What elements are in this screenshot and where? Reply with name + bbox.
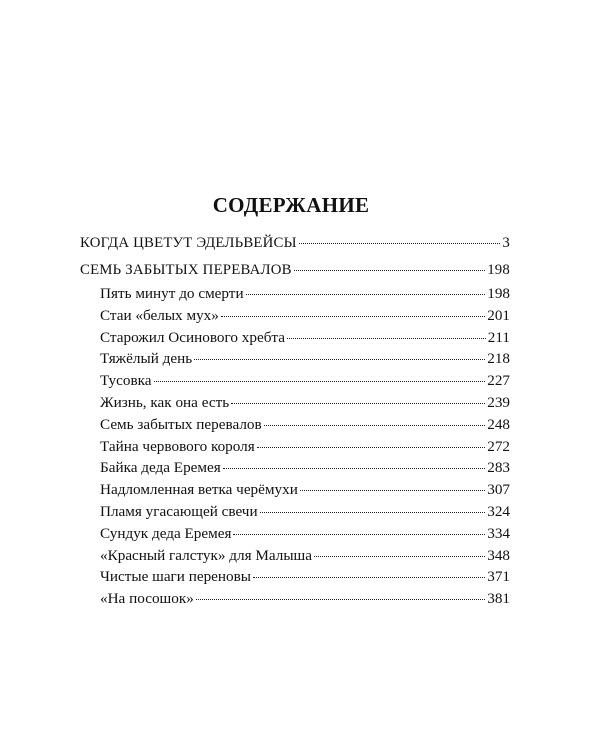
dot-leader [314,555,485,557]
toc-page-number: 381 [487,590,510,608]
toc-page-number: 198 [487,285,510,302]
toc-chapter [80,523,510,545]
toc-entry-label: Старожил Осинового хребта [100,328,285,346]
toc-chapter [80,436,510,458]
toc-chapter [80,327,510,349]
toc-page-number: 307 [487,481,510,499]
dot-leader [233,533,485,535]
toc-section-passes [80,257,510,284]
toc-entry-label: Тусовка [100,372,152,390]
dot-leader [299,242,501,244]
toc-entry-label: Чистые шаги переновы [100,568,252,586]
toc-entry-label: «На посошок» [100,590,194,608]
toc-entry-label: Надломленная ветка черёмухи [100,481,298,499]
toc-entry-label: Сундук деда Еремея [100,524,232,542]
toc-page-number: 324 [487,502,510,520]
toc-entry-label: «Красный галстук» для Малыша [100,546,312,564]
toc-chapter [80,588,510,610]
dot-leader [260,511,486,513]
dot-leader [253,576,485,578]
toc-page-number: 248 [487,415,510,433]
toc-entry-label: КОГДА ЦВЕТУТ ЭДЕЛЬВЕЙСЫ [80,235,297,251]
toc-entry-label: Пламя угасающей свечи [100,502,258,520]
toc-page-number: 3 [502,235,510,251]
dot-leader [194,358,485,360]
toc-page-number: 201 [487,306,510,324]
toc-chapter [80,370,510,392]
toc-chapter [80,501,510,523]
toc-section-edelweiss [80,230,510,257]
toc-chapter [80,566,510,588]
toc-entry-label: Пять минут до смерти [100,285,244,302]
toc-chapter [80,348,510,370]
toc-page-number: 371 [487,568,510,586]
dot-leader [196,598,485,600]
dot-leader [300,489,485,491]
dot-leader [154,380,486,382]
toc-chapter [80,479,510,501]
toc-entry-label: Тяжёлый день [100,350,193,368]
dot-leader [223,467,485,469]
toc-page-number: 272 [487,437,510,455]
toc-chapter [80,392,510,414]
dot-leader [221,315,485,317]
dot-leader [246,293,486,295]
toc-chapter [80,305,510,327]
toc-chapter [80,414,510,436]
toc-page-number: 227 [487,372,510,390]
toc-page-number: 218 [487,350,510,368]
toc-entry-label: Стаи «белых мух» [100,306,219,324]
toc-page-number: 239 [487,393,510,411]
dot-leader [264,424,486,426]
dot-leader [294,269,486,271]
dot-leader [257,446,485,448]
toc-chapter [80,457,510,479]
toc-page-number: 211 [487,328,510,346]
page-title: СОДЕРЖАНИЕ [212,193,370,217]
dot-leader [231,402,485,404]
table-of-contents [80,230,510,610]
toc-page-number: 334 [487,524,510,542]
toc-chapter [80,545,510,567]
toc-page-number: 348 [487,546,510,564]
toc-chapter [80,283,510,305]
toc-entry-label: Жизнь, как она есть [100,393,230,411]
toc-page-number: 198 [487,261,510,278]
dot-leader [287,337,486,339]
toc-page-number: 283 [487,459,510,477]
toc-entry-label: Семь забытых перевалов [100,415,262,433]
toc-entry-label: Байка деда Еремея [100,459,221,477]
toc-entry-label: СЕМЬ ЗАБЫТЫХ ПЕРЕВАЛОВ [80,261,292,278]
toc-entry-label: Тайна червового короля [100,437,255,455]
